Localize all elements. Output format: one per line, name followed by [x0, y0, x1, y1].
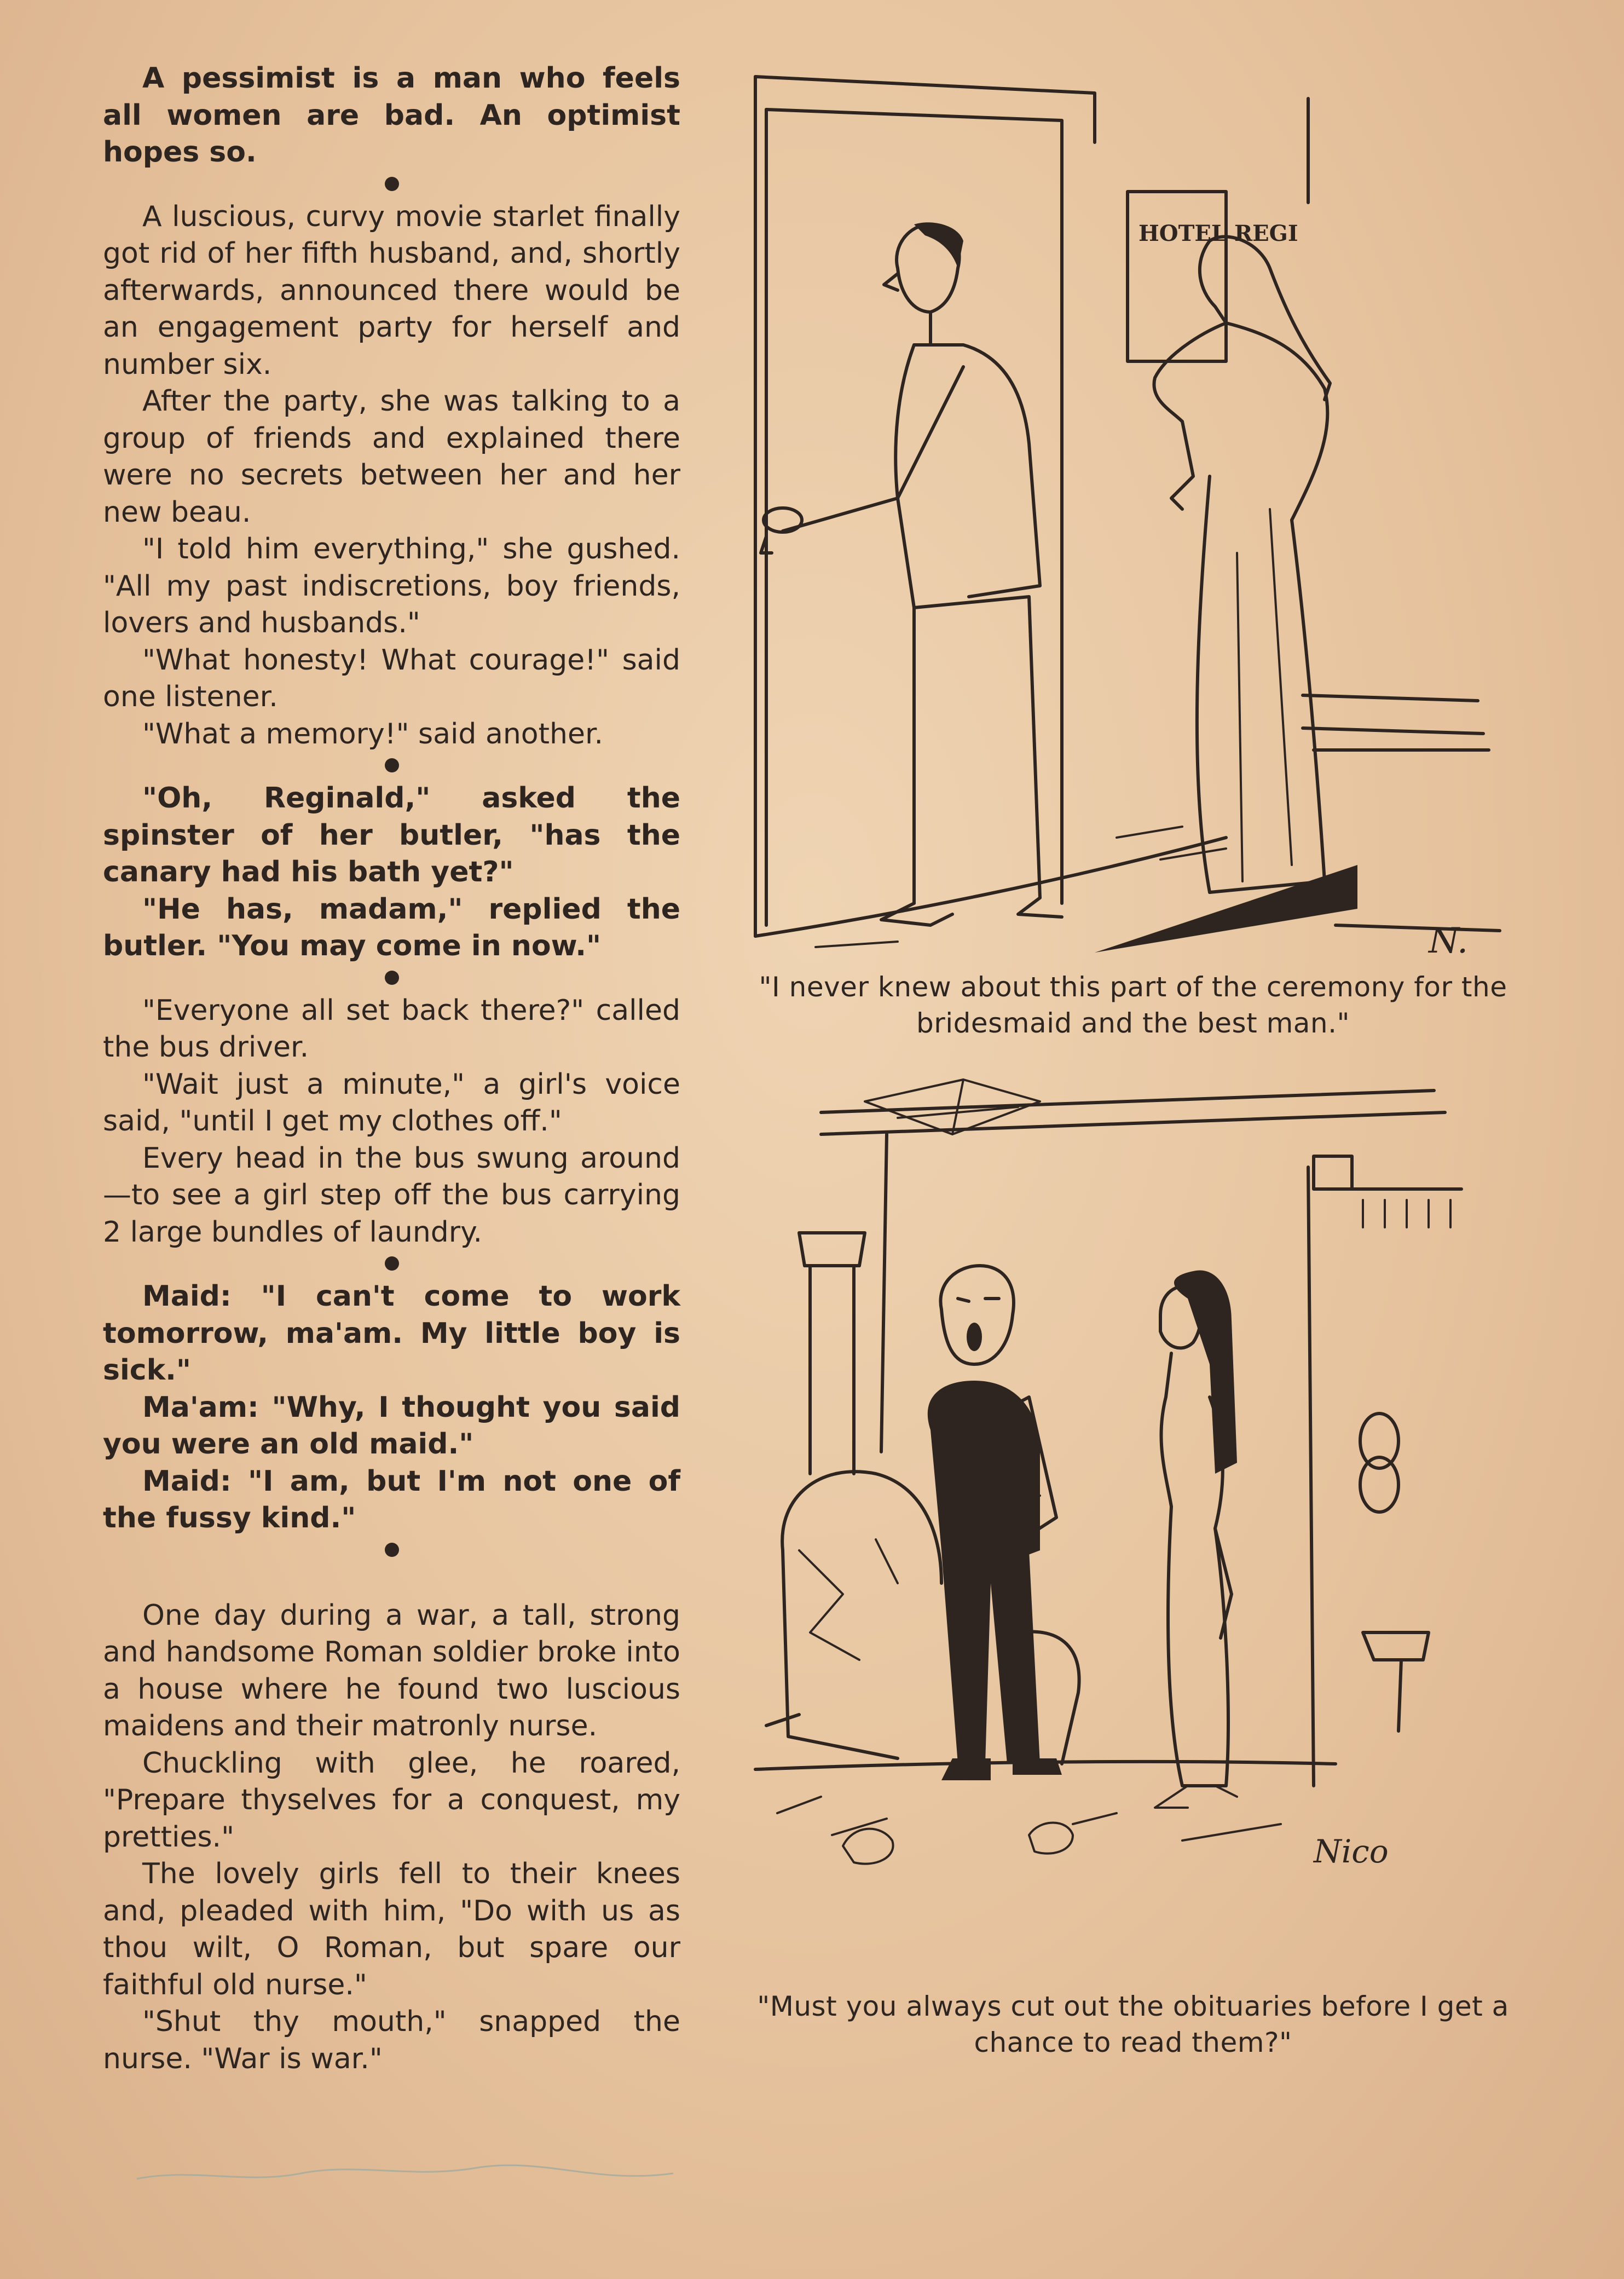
joke-paragraph: Chuckling with glee, he roared, "Prepare thyselves for a conquest, my pretties.": [103, 1746, 680, 1854]
joke-paragraph: One day during a war, a tall, strong and handsome Roman soldier broke into a house where he found two luscious maidens and their matronly nurse.: [103, 1599, 680, 1743]
cartoon-2-caption: "Must you always cut out the obituaries before I get a chance to read them?": [757, 1990, 1509, 2058]
joke-paragraph: A pessimist is a man who feels all women are bad. An optimist hopes so.: [103, 62, 680, 169]
spacer: [103, 1565, 680, 1597]
joke-paragraph: After the party, she was talking to a group of friends and explained there were no secrets between her and her new beau.: [103, 385, 680, 529]
joke-paragraph: "Wait just a minute," a girl's voice said, "until I get my clothes off.": [103, 1068, 680, 1138]
cartoon-hotel-door: [733, 60, 1533, 958]
joke-paragraph: "What a memory!" said another.: [142, 717, 604, 751]
joke-paragraph: The lovely girls fell to their knees and, pleaded with him, "Do with us as thou wilt, O Roman, but spare our faithful old nurse.": [103, 1857, 680, 2001]
bullet-separator: [385, 971, 399, 985]
joke-paragraph: Every head in the bus swung around —to see a girl step off the bus carrying 2 large bundles of laundry.: [103, 1141, 680, 1249]
joke-paragraph: "What honesty! What courage!" said one listener.: [103, 643, 680, 713]
cartoon-2-signature: Nico: [1314, 1833, 1389, 1870]
cartoon-1-signature: N.: [1429, 921, 1469, 958]
jokes-column: [103, 60, 680, 2078]
bullet-separator: [385, 758, 399, 772]
pencil-scribble: [126, 2146, 728, 2201]
joke-paragraph: Maid: "I can't come to work tomorrow, ma'am. My little boy is sick.": [103, 1280, 680, 1387]
joke-paragraph: "He has, madam," replied the butler. "You may come in now.": [103, 892, 680, 962]
hotel-sign: HOTEL REGI: [1138, 221, 1298, 246]
joke-paragraph: "Shut thy mouth," snapped the nurse. "War is war.": [103, 2005, 680, 2075]
joke-paragraph: Maid: "I am, but I'm not one of the fussy kind.": [103, 1464, 680, 1534]
bullet-separator: [385, 177, 399, 191]
joke-paragraph: A luscious, curvy movie starlet finally got rid of her fifth husband, and, shortly afterwards, announced there would be an engagement party for herself and number six.: [103, 200, 680, 381]
cartoon-1-caption: "I never knew about this part of the ceremony for the bridesmaid and the best man.": [759, 971, 1507, 1039]
joke-paragraph: "Everyone all set back there?" called the bus driver.: [103, 994, 680, 1064]
cartoon-obituaries: [733, 1058, 1533, 1988]
bullet-separator: [385, 1543, 399, 1557]
joke-paragraph: "Oh, Reginald," asked the spinster of her butler, "has the canary had his bath yet?": [103, 782, 680, 888]
joke-paragraph: Ma'am: "Why, I thought you said you were an old maid.": [103, 1391, 680, 1461]
cartoons-column: [733, 60, 1533, 2061]
bullet-separator: [385, 1256, 399, 1271]
joke-paragraph: "I told him everything," she gushed. "All my past indiscretions, boy friends, lovers and husbands.": [103, 533, 680, 639]
